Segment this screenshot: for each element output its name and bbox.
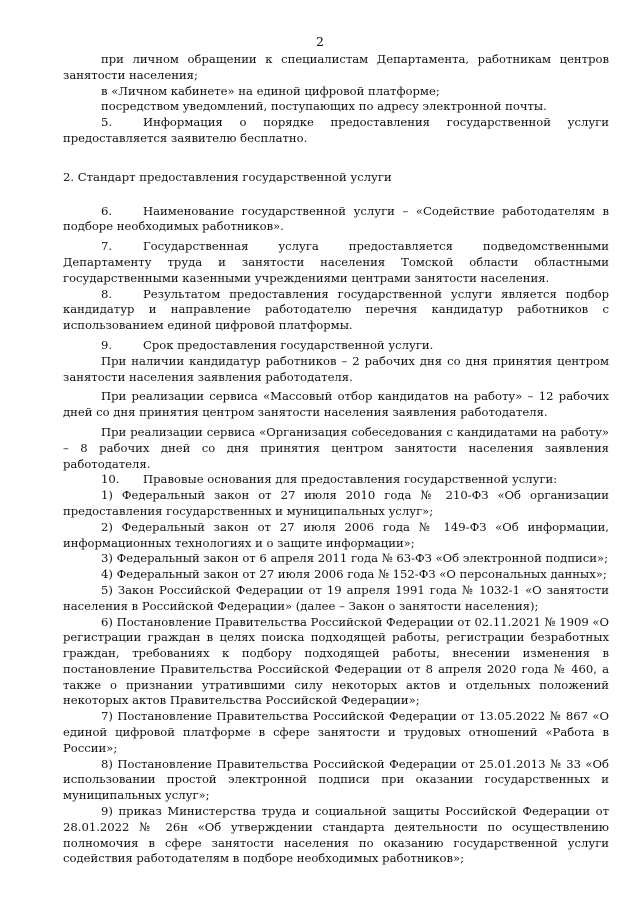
term-paragraph: При наличии кандидатур работников – 2 рабочих дня со дня принятия центром занятости населения заявления работодателя.: [63, 353, 609, 384]
legal-item-3: 3) Федеральный закон от 6 апреля 2011 года № 63-ФЗ «Об электронной подписи»;: [101, 551, 609, 566]
legal-item-1: 1) Федеральный закон от 27 июля 2010 года № 210-ФЗ «Об организации предоставления государственных и муниципальных услуг»;: [63, 488, 609, 518]
item-10: [63, 472, 609, 488]
item-text: Государственная услуга предоставляется подведомственными Департаменту труда и занятости населения Томской области областными государственными казенными учреждениями центрами занятости населения.: [63, 239, 609, 285]
term-paragraph: При реализации сервиса «Массовый отбор кандидатов на работу» – 12 рабочих дней со дня принятия центром занятости населения заявления работодателя.: [63, 389, 609, 420]
paragraph-personal-cabinet: в «Личном кабинете» на единой цифровой платформе;: [101, 83, 440, 98]
item-number: 5.: [101, 115, 113, 130]
item-number: 6.: [101, 203, 113, 218]
paragraph-personal-visit: при личном обращении к специалистам Департамента, работникам центров занятости населения;: [63, 52, 609, 82]
legal-item-8: 8) Постановление Правительства Российской Федерации от 25.01.2013 № 33 «Об использовании простой электронной подписи при оказании государственных и муниципальных услуг»;: [63, 756, 609, 803]
paragraph-email-notifications: посредством уведомлений, поступающих по адресу электронной почты.: [101, 99, 547, 114]
item-text: Наименование государственной услуги – «Содействие работодателям в подборе необходимых работников».: [63, 203, 609, 234]
legal-item-2: 2) Федеральный закон от 27 июля 2006 года № 149-ФЗ «Об информации, информационных технологиях и о защите информации»;: [63, 519, 609, 550]
legal-item-7: 7) Постановление Правительства Российской Федерации от 13.05.2022 № 867 «О единой цифровой платформе в сфере занятости и трудовых отношений «Работа в России»;: [63, 709, 609, 755]
item-number: 7.: [101, 239, 113, 254]
legal-item-9: 9) приказ Министерства труда и социальной защиты Российской Федерации от 28.01.2022 № 26н «Об утверждении стандарта деятельности по осуществлению полномочия в сфере занятости населения по оказанию государственной услуги содействия работодателям в подборе необходимых работников»;: [63, 804, 609, 866]
item-text: Информация о порядке предоставления государственной услуги предоставляется заявителю бесплатно.: [63, 115, 609, 145]
item-number: 8.: [101, 286, 113, 301]
term-paragraph: При реализации сервиса «Организация собеседования с кандидатами на работу» – 8 рабочих дней со дня принятия центром занятости населения заявления работодателя.: [63, 424, 609, 471]
section-title: 2. Стандарт предоставления государственной услуги: [63, 169, 392, 184]
item-text: Правовые основания для предоставления государственной услуги:: [143, 472, 558, 487]
item-6: [63, 204, 609, 236]
legal-item-6: 6) Постановление Правительства Российской Федерации от 02.11.2021 № 1909 «О регистрации граждан в целях поиска подходящей работы, регистрации безработных граждан, требованиях к подбору подходящей работы, внесении изменения в постановление Правительства Российской Федерации от 8 апреля 2020 года № 460, а также о признании утратившими силу некоторых актов и отдельных положений некоторых актов Правительства Российской Федерации»;: [63, 614, 609, 708]
item-9: [63, 338, 609, 354]
item-7: [63, 239, 609, 286]
document-body: [63, 52, 609, 867]
item-text: Срок предоставления государственной услуги.: [143, 337, 434, 352]
item-number: 10.: [101, 472, 120, 487]
item-text: Результатом предоставления государственной услуги является подбор кандидатур и направление работодателю перечня кандидатур работников с использованием единой цифровой платформы.: [63, 286, 609, 333]
item-8: [63, 287, 609, 334]
item-number: 9.: [101, 337, 113, 352]
item-5: [63, 115, 609, 147]
page-number: 2: [316, 34, 324, 49]
legal-item-4: 4) Федеральный закон от 27 июля 2006 года № 152-ФЗ «О персональных данных»;: [101, 567, 607, 582]
legal-item-5: 5) Закон Российской Федерации от 19 апреля 1991 года № 1032-1 «О занятости населения в Российской Федерации» (далее – Закон о занятости населения);: [63, 582, 609, 613]
